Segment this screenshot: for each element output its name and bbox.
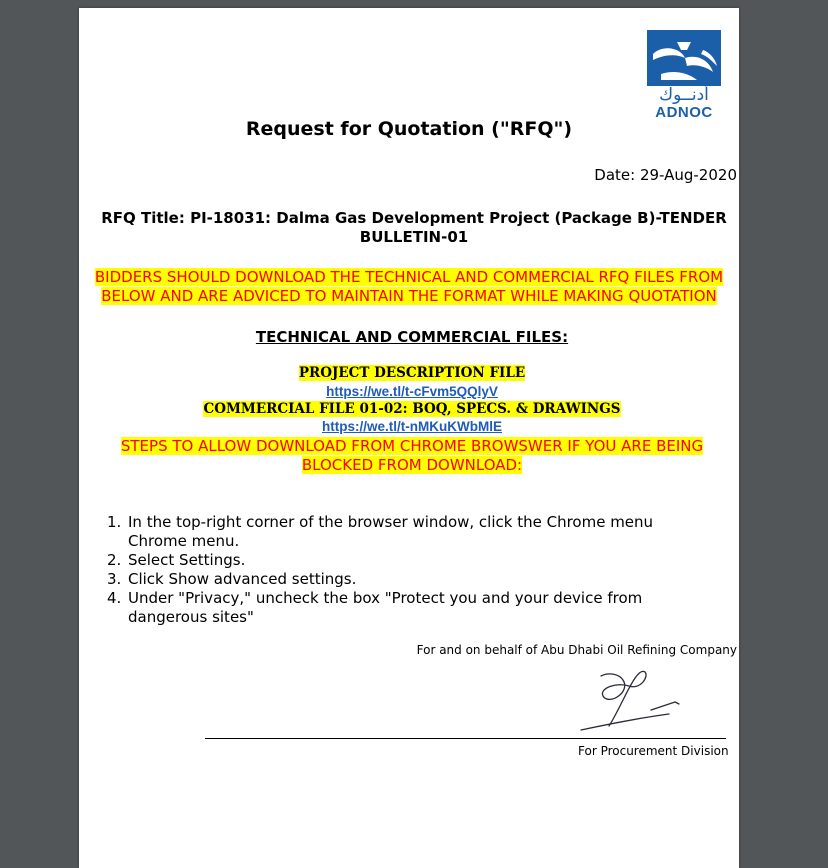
list-item — [107, 513, 707, 551]
rfq-title — [89, 209, 739, 247]
project-description-file-label: PROJECT DESCRIPTION FILE — [298, 365, 526, 381]
step-number: 4. — [107, 589, 122, 607]
commercial-file-label: COMMERCIAL FILE 01-02: BOQ, SPECS. & DRAWINGS — [203, 401, 621, 417]
adnoc-logo — [645, 30, 723, 122]
list-item — [107, 551, 707, 570]
download-notice-line1: BIDDERS SHOULD DOWNLOAD THE TECHNICAL AND COMMERCIAL RFQ FILES FROM — [94, 268, 724, 286]
step-text-line1: In the top-right corner of the browser window, click the Chrome menu — [128, 513, 654, 531]
chrome-steps-list — [107, 513, 707, 627]
logo-arabic-text: أدنــوك — [659, 85, 709, 105]
document-date: Date: 29-Aug-2020 — [594, 166, 737, 184]
chrome-notice-line1: STEPS TO ALLOW DOWNLOAD FROM CHROME BROWSWER IF YOU ARE BEING — [120, 437, 704, 455]
step-text-line2: Chrome menu. — [128, 532, 240, 550]
logo-english-text: ADNOC — [655, 104, 713, 121]
files-section-heading: TECHNICAL AND COMMERCIAL FILES: — [255, 328, 569, 346]
step-number: 2. — [107, 551, 122, 569]
list-item — [107, 589, 707, 627]
chrome-download-notice — [79, 437, 745, 475]
behalf-text: For and on behalf of Abu Dhabi Oil Refining Company — [416, 643, 737, 657]
page-title: Request for Quotation ("RFQ") — [245, 118, 573, 140]
rfq-title-line2: BULLETIN-01 — [359, 228, 469, 246]
project-description-file-link[interactable]: https://we.tl/t-cFvm5QQlyV — [326, 384, 498, 399]
adnoc-falcon-icon — [647, 30, 721, 86]
step-text-line2: dangerous sites" — [128, 608, 254, 626]
commercial-file-link[interactable]: https://we.tl/t-nMKuKWbMlE — [322, 419, 502, 434]
chrome-notice-line2: BLOCKED FROM DOWNLOAD: — [301, 456, 523, 474]
signature-line — [205, 738, 726, 739]
step-text-line1: Select Settings. — [128, 551, 246, 569]
download-notice-line2: BELOW AND ARE ADVICED TO MAINTAIN THE FORMAT WHILE MAKING QUOTATION — [101, 287, 717, 305]
download-notice — [79, 268, 739, 306]
rfq-title-line1: RFQ Title: PI-18031: Dalma Gas Development Project (Package B)-TENDER — [101, 209, 727, 227]
list-item — [107, 570, 707, 589]
signature-image — [579, 666, 689, 736]
document-page — [79, 8, 739, 868]
procurement-division-text: For Procurement Division — [578, 744, 729, 758]
step-text-line1: Click Show advanced settings. — [128, 570, 357, 588]
step-number: 3. — [107, 570, 122, 588]
step-number: 1. — [107, 513, 122, 531]
step-text-line1: Under "Privacy," uncheck the box "Protect you and your device from — [128, 589, 643, 607]
